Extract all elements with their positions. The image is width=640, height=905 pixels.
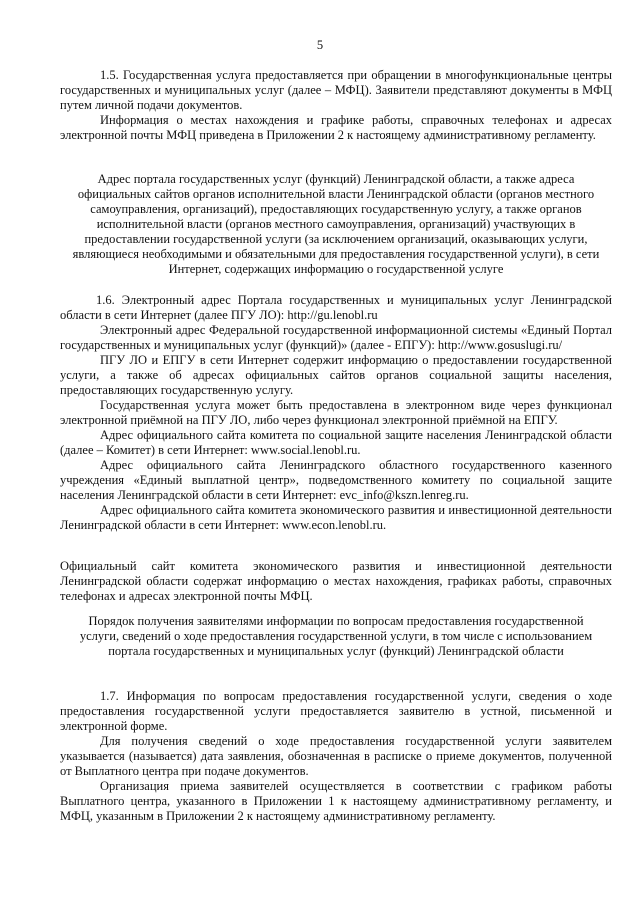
heading-portal-addresses xyxy=(70,172,602,277)
paragraph-official-site: Официальный сайт комитета экономического развития и инвестиционной деятельности Ленинградской области содержат информацию о местах нахождения, графиках работы, справочных телефонах и адресах электронной почты МФЦ. xyxy=(60,559,612,603)
heading-portal-addresses-text: Адрес портала государственных услуг (функций) Ленинградской области, а также адреса официальных сайтов органов исполнительной власти Ленинградской области (органов местного самоуправления, организаций), предоставляющих государственную услугу, а также органов исполнительной власти (органов местного самоуправления, организаций) участвующих в предоставлении государственной услуги (за исключением организаций, оказывающих услуги, являющиеся необходимыми и обязательными для предоставления государственной услуги), в сети Интернет, содержащих информацию о государственной услуге xyxy=(72,172,600,276)
paragraph-electronic-service: Государственная услуга может быть предоставлена в электронном виде через функционал электронной приёмной на ПГУ ЛО, либо через функционал электронной приёмной на ЕПГУ. xyxy=(60,398,612,427)
section-official-site xyxy=(60,559,612,604)
paragraph-pgu-epgu-info: ПГУ ЛО и ЕПГУ в сети Интернет содержит информацию о предоставлении государственной услуги, а также об адресах официальных сайтов органов социальной защиты населения, предоставляющих государственную услугу. xyxy=(60,353,612,397)
section-1-7 xyxy=(60,689,612,824)
paragraph-1-7: 1.7. Информация по вопросам предоставления государственной услуги, сведения о ходе предоставления государственной услуги предоставляется заявителю в устной, письменной и электронной форме. xyxy=(60,689,612,733)
paragraph-1-5: 1.5. Государственная услуга предоставляется при обращении в многофункциональные центры государственных и муниципальных услуг (далее – МФЦ). Заявители представляют документы в МФЦ путем личной подачи документов. xyxy=(60,68,612,112)
heading-information-procedure-text: Порядок получения заявителями информации по вопросам предоставления государственной услуги, сведений о ходе предоставления государственной услуги, в том числе с использованием портала государственных и муниципальных услуг (функций) Ленинградской области xyxy=(79,614,593,658)
page-number: 5 xyxy=(316,38,324,52)
paragraph-econ-committee-site: Адрес официального сайта комитета экономического развития и инвестиционной деятельности Ленинградской области в сети Интернет: www.econ.lenobl.ru. xyxy=(60,503,612,532)
section-1-5 xyxy=(60,68,612,143)
paragraph-mfc-info: Информация о местах нахождения и графике работы, справочных телефонах и адресах электронной почты МФЦ приведена в Приложении 2 к настоящему административному регламенту. xyxy=(60,113,612,142)
paragraph-epgu-address: Электронный адрес Федеральной государственной информационной системы «Единый Портал государственных и муниципальных услуг (функций)» (далее - ЕПГУ): http://www.gosuslugi.ru/ xyxy=(60,323,612,352)
paragraph-reception-schedule: Организация приема заявителей осуществляется в соответствии с графиком работы Выплатного центра, указанного в Приложении 1 к настоящему административному регламенту, и МФЦ, указанным в Приложении 2 к настоящему административному регламенту. xyxy=(60,779,612,823)
heading-information-procedure xyxy=(70,614,602,659)
paragraph-payment-center-site: Адрес официального сайта Ленинградского областного государственного казенного учреждения «Единый выплатной центр», подведомственного комитету по социальной защите населения Ленинградской области в сети Интернет: evc_info@kszn.lenreg.ru. xyxy=(60,458,612,502)
paragraph-status-inquiry: Для получения сведений о ходе предоставления государственной услуги заявителем указывается (называется) дата заявления, обозначенная в расписке о приеме документов, полученной от Выплатного центра при подаче документов. xyxy=(60,734,612,778)
paragraph-committee-site: Адрес официального сайта комитета по социальной защите населения Ленинградской области (далее – Комитет) в сети Интернет: www.social.lenobl.ru. xyxy=(60,428,612,457)
paragraph-1-6: 1.6. Электронный адрес Портала государственных и муниципальных услуг Ленинградской области в сети Интернет (далее ПГУ ЛО): http://gu.lenobl.ru xyxy=(60,293,612,322)
section-1-6 xyxy=(60,293,612,533)
